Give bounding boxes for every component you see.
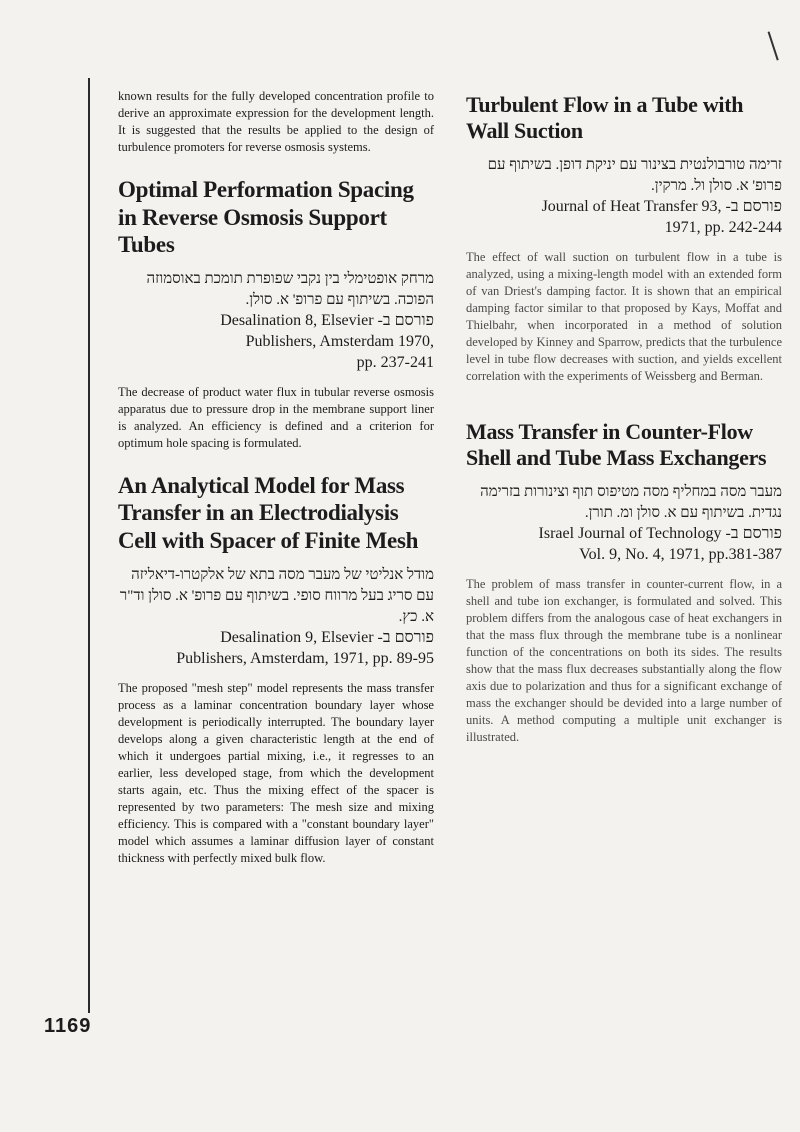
hebrew-summary: מרחק אופטימלי בין נקבי שפופרת תומכת באוסמוזה הפוכה. בשיתוף עם פרופ' א. סולן.: [146, 270, 434, 309]
citation-hebrew-label: פורסם ב-: [377, 629, 434, 647]
abstract: The effect of wall suction on turbulent flow in a tube is analyzed, using a mixing-length model with an extended form of van Driest's damping factor. It is shown that an empirical damping factor similar to that proposed by Kays, Moffat and Thielbahr, when incorporated in a method of solution developed by Kinney and Sparrow, predicts that the turbulence level in tube flow decreases with suction, and yields excellent correlation with the experiments of Weissberg and Berman.: [466, 249, 782, 383]
hebrew-summary: מעבר מסה במחליף מסה מטיפוס תוף וצינורות בזרימה נגדית. בשיתוף עם א. סולן ומ. תורן.: [480, 483, 782, 522]
citation-source: Journal of Heat Transfer 93,: [541, 198, 722, 216]
hebrew-summary: מודל אנליטי של מעבר מסה בתא של אלקטרו-דיאליזה עם סריג בעל מרווח סופי. בשיתוף עם פרופ' א. סולן וד"ר א. כץ.: [119, 566, 434, 626]
citation: [466, 524, 782, 566]
intro-paragraph: known results for the fully developed concentration profile to derive an approximate expression for the development length. It is suggested that the results be applied to the design of turbulence promoters for reverse osmosis systems.: [118, 89, 434, 154]
citation-publisher: Publishers, Amsterdam, 1971, pp. 89-95: [176, 650, 434, 668]
publication-entry: [466, 92, 782, 385]
citation: [118, 311, 434, 373]
publication-title: Turbulent Flow in a Tube with Wall Suction: [466, 92, 744, 144]
publication-title: Optimal Performation Spacing in Reverse Osmosis Support Tubes: [118, 177, 414, 258]
citation-pages: pp. 237-241: [356, 353, 434, 371]
citation-hebrew-label: פורסם ב-: [725, 198, 782, 216]
citation-hebrew-label: פורסם ב-: [377, 312, 434, 330]
citation-source: Israel Journal of Technology: [538, 525, 722, 543]
citation-pages: Vol. 9, No. 4, 1971, pp.381-387: [579, 546, 782, 564]
publication-entry: [118, 472, 434, 867]
margin-rule: [88, 78, 90, 1013]
citation-pages: 1971, pp. 242-244: [664, 219, 782, 237]
citation-source: Desalination 9, Elsevier: [220, 629, 374, 647]
citation: [118, 628, 434, 670]
abstract: The decrease of product water flux in tubular reverse osmosis apparatus due to pressure drop in the membrane support liner is analyzed. An efficiency is defined and a criterion for optimum hole spacing is formulated.: [118, 384, 434, 450]
abstract: The problem of mass transfer in counter-current flow, in a shell and tube ion exchanger, is formulated and solved. This problem differs from the analogous case of heat exchangers in that the mass flux through the membrane tube is a nonlinear function of the concentrations on both its sides. The results show that the mass flux decreases substantially along the flow axis due to polarization and thus for a significant exchange of mass the exchanger should be devided into a large number of units. A method computing a multiple unit exchanger is illustrated.: [466, 576, 782, 744]
publication-title: An Analytical Model for Mass Transfer in an Electrodialysis Cell with Spacer of Finite Mesh: [118, 472, 419, 553]
page-number: 1169: [44, 1015, 92, 1037]
hebrew-summary: זרימה טורבולנטית בצינור עם יניקת דופן. בשיתוף עם פרופ' א. סולן ול. מרקין.: [487, 156, 782, 195]
citation-source: Desalination 8, Elsevier: [220, 312, 374, 330]
scan-mark: [768, 29, 785, 60]
right-column: [466, 92, 782, 746]
citation: [466, 197, 782, 239]
publication-entry: [118, 176, 434, 452]
publication-entry: [466, 419, 782, 746]
citation-hebrew-label: פורסם ב-: [725, 525, 782, 543]
abstract: The proposed "mesh step" model represents the mass transfer process as a laminar concentration boundary layer whose development is periodically interrupted. The boundary layer develops along a given characteristic length at the end of which it undergoes partial mixing, i.e., it regresses to an earlier, less developed stage, from which the development starts again, etc. Thus the mixing effect of the spacer is represented by two parameters: The mesh size and mixing efficiency. This is compared with a "constant boundary layer" model which assumes a laminar diffusion layer of constant thickness with perfectly mixed bulk flow.: [118, 681, 434, 866]
publication-title: Mass Transfer in Counter-Flow Shell and Tube Mass Exchangers: [466, 418, 767, 471]
citation-publisher: Publishers, Amsterdam 1970,: [245, 333, 434, 351]
left-column: [118, 88, 434, 867]
